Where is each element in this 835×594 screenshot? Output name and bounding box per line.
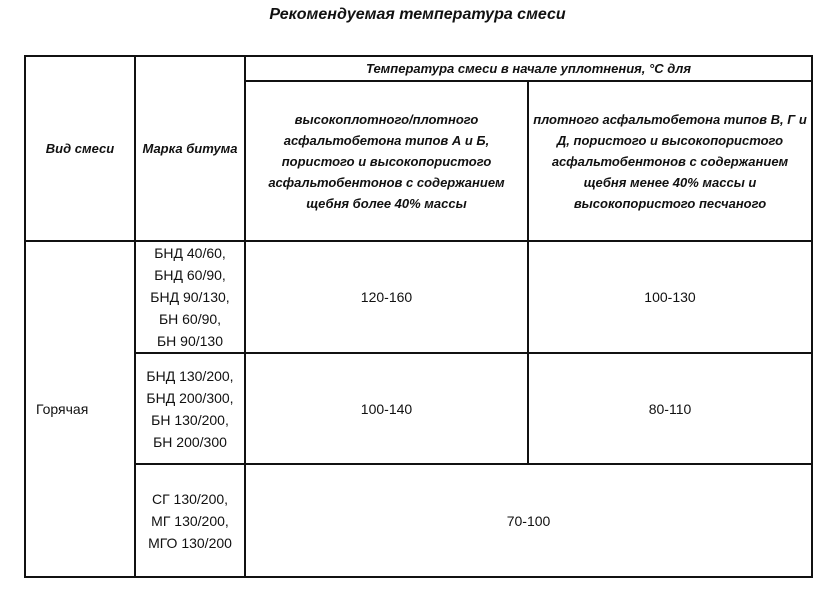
temp-a-cell: 100-140 <box>245 353 528 464</box>
temp-a-cell: 120-160 <box>245 241 528 353</box>
grade-item: БНД 60/90, <box>154 267 226 283</box>
header-temperature-group: Температура смеси в начале уплотнения, °С для <box>245 56 812 81</box>
temp-merged-cell: 70-100 <box>245 464 812 577</box>
temp-b-cell: 100-130 <box>528 241 812 353</box>
header-column-a: высокоплотного/плотного асфальтобетона типов А и Б, пористого и высокопористого асфальтобентонов с содержанием щебня более 40% массы <box>245 81 528 241</box>
mix-type-cell: Горячая <box>25 241 135 577</box>
grade-item: МГО 130/200 <box>148 534 232 551</box>
temp-b-cell: 80-110 <box>528 353 812 464</box>
grade-item: БН 90/130 <box>156 333 223 349</box>
grade-item: МГ 130/200, <box>151 512 229 529</box>
grade-cell <box>135 241 245 353</box>
header-bitumen-grade: Марка битума <box>135 56 245 241</box>
header-mix-type: Вид смеси <box>25 56 135 241</box>
header-row-1 <box>25 56 812 81</box>
grade-item: БНД 200/300, <box>146 389 234 406</box>
grade-item: БН 130/200, <box>151 411 229 428</box>
grade-item: БНД 90/130, <box>150 289 230 305</box>
grade-item: СГ 130/200, <box>151 490 229 507</box>
header-column-b: плотного асфальтобетона типов В, Г и Д, пористого и высокопористого асфальтобентонов с содержанием щебня менее 40% массы и высокопористого песчаного <box>528 81 812 241</box>
grade-cell <box>135 464 245 577</box>
grade-item: БН 60/90, <box>158 311 222 327</box>
table-row <box>25 464 812 577</box>
grade-item: БНД 130/200, <box>146 367 234 384</box>
grade-cell <box>135 353 245 464</box>
table-row <box>25 241 812 353</box>
temperature-table <box>24 55 813 578</box>
grade-item: БН 200/300 <box>153 433 227 450</box>
page-title: Рекомендуемая температура смеси <box>269 6 566 23</box>
table-row <box>25 353 812 464</box>
grade-item: БНД 40/60, <box>154 245 226 261</box>
